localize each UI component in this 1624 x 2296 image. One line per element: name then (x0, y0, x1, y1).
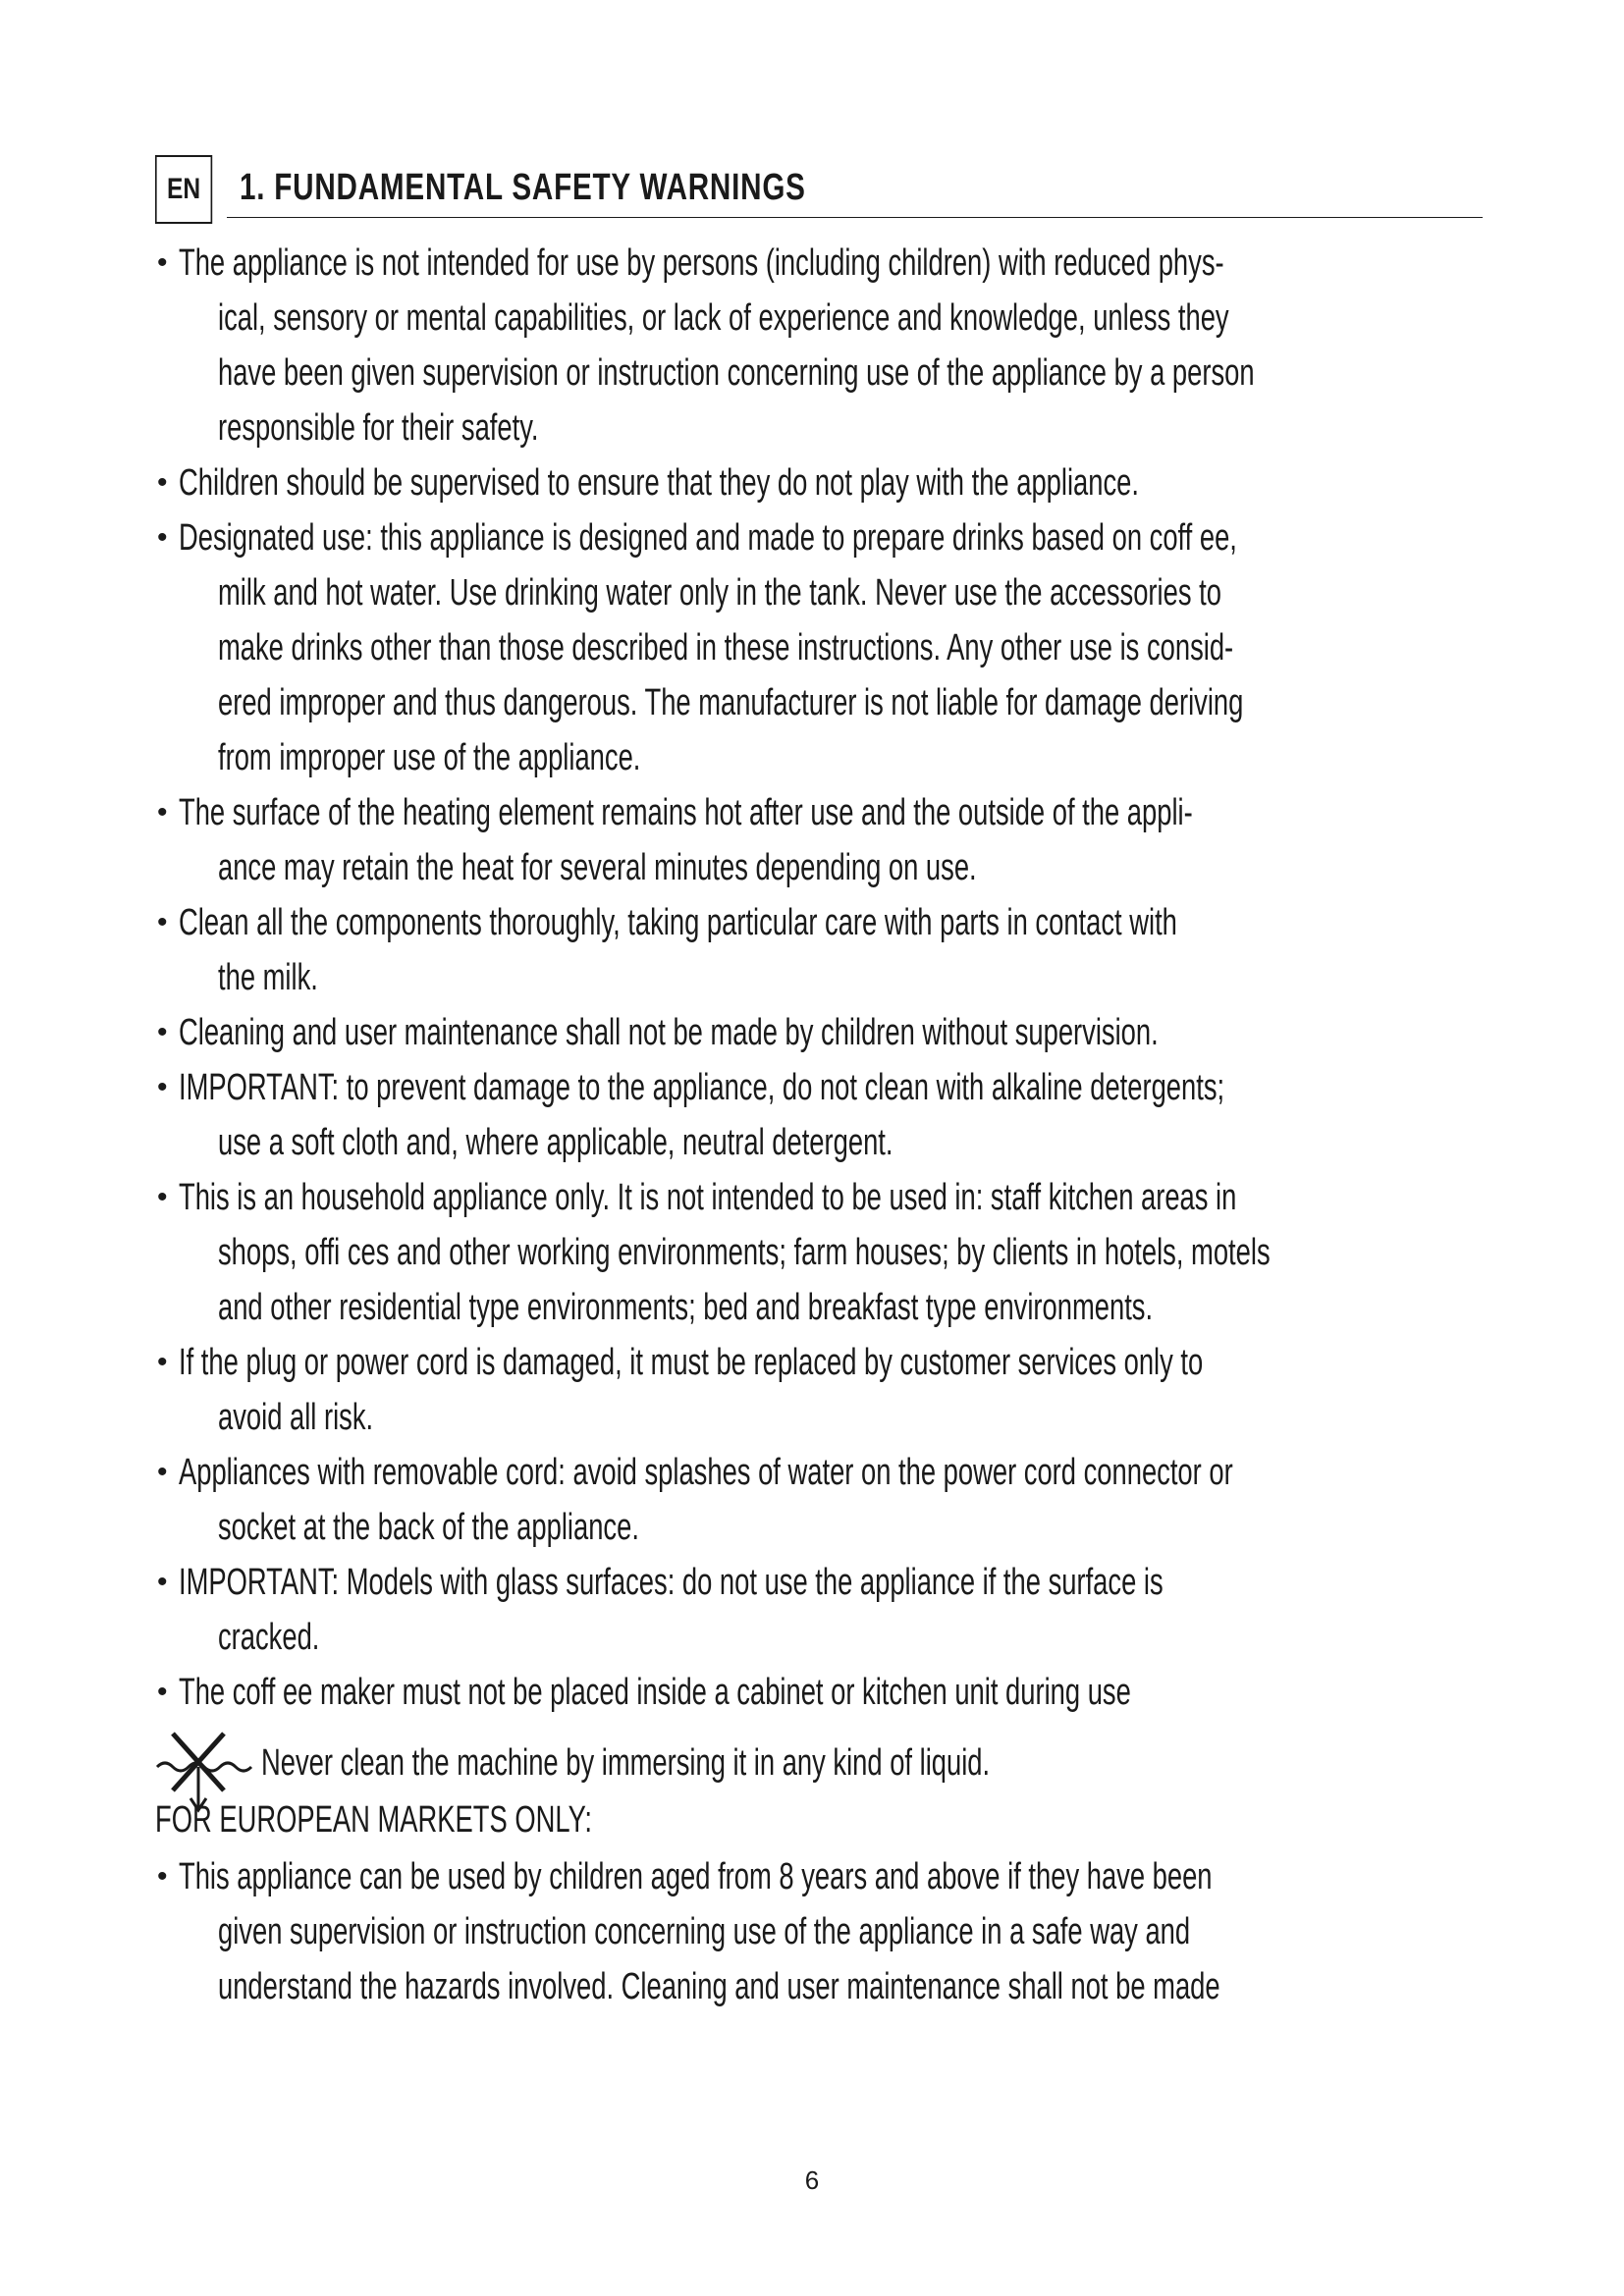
warning-item (155, 1060, 1530, 1170)
warning-line: Cleaning and user maintenance shall not be made by children without supervision. (179, 1012, 1159, 1053)
warning-line: make drinks other than those described in these instructions. Any other use is consid- (218, 627, 1234, 668)
bullet-icon: • (157, 521, 168, 554)
bullet-icon: • (157, 1860, 168, 1893)
warning-line: have been given supervision or instruction concerning use of the appliance by a person (218, 352, 1255, 394)
warning-line: the milk. (218, 957, 318, 998)
warning-line: given supervision or instruction concerning use of the appliance in a safe way and (218, 1911, 1191, 1952)
warning-item (155, 236, 1530, 455)
section-title: 1. FUNDAMENTAL SAFETY WARNINGS (240, 167, 806, 208)
bullet-icon: • (157, 1566, 168, 1598)
warning-item (155, 895, 1530, 1005)
european-markets-heading: FOR EUROPEAN MARKETS ONLY: (155, 1799, 592, 1841)
warning-line: The appliance is not intended for use by persons (including children) with reduced phys- (179, 242, 1224, 284)
warning-item (155, 1005, 1530, 1060)
warning-line: and other residential type environments; bed and breakfast type environments. (218, 1287, 1154, 1328)
page-number: 6 (804, 2165, 820, 2195)
section-header (155, 155, 1483, 230)
warning-line: Clean all the components thoroughly, taking particular care with parts in contact with (179, 902, 1177, 943)
warning-line: use a soft cloth and, where applicable, neutral detergent. (218, 1122, 893, 1163)
bullet-icon: • (157, 1676, 168, 1708)
language-badge (155, 155, 212, 224)
warning-item (155, 1555, 1530, 1665)
warning-item (155, 1335, 1530, 1445)
warning-line: This is an household appliance only. It is not intended to be used in: staff kitchen areas in (179, 1177, 1237, 1218)
warning-item (155, 1849, 1530, 2014)
warning-item (155, 1170, 1530, 1335)
bullet-icon: • (157, 246, 168, 279)
warning-item (155, 1445, 1530, 1555)
language-code: EN (167, 173, 201, 205)
bullet-icon: • (157, 796, 168, 828)
bullet-icon: • (157, 466, 168, 499)
bullet-icon: • (157, 1456, 168, 1488)
warning-line: socket at the back of the appliance. (218, 1507, 639, 1548)
warning-line: from improper use of the appliance. (218, 737, 641, 778)
warning-item (155, 455, 1530, 510)
warnings-list (155, 236, 1530, 1720)
warnings-content (155, 236, 1530, 2014)
warning-line: If the plug or power cord is damaged, it must be replaced by customer services only to (179, 1342, 1204, 1383)
title-underline (227, 217, 1483, 218)
warning-item (155, 785, 1530, 895)
bullet-icon: • (157, 1181, 168, 1213)
warning-line: cracked. (218, 1617, 320, 1658)
warning-line: milk and hot water. Use drinking water only in the tank. Never use the accessories to (218, 572, 1221, 614)
warning-item (155, 510, 1530, 785)
bullet-icon: • (157, 1346, 168, 1378)
bullet-icon: • (157, 906, 168, 938)
bullet-icon: • (157, 1071, 168, 1103)
warning-line: ered improper and thus dangerous. The manufacturer is not liable for damage deriving (218, 682, 1244, 723)
warning-line: ical, sensory or mental capabilities, or lack of experience and knowledge, unless they (218, 297, 1229, 339)
warning-line: The surface of the heating element remains hot after use and the outside of the appli- (179, 792, 1193, 833)
warning-line: Designated use: this appliance is designed and made to prepare drinks based on coff ee, (179, 517, 1237, 559)
warning-line: IMPORTANT: Models with glass surfaces: do not use the appliance if the surface is (179, 1562, 1164, 1603)
warning-line: avoid all risk. (218, 1397, 374, 1438)
warning-line: The coff ee maker must not be placed inside a cabinet or kitchen unit during use (179, 1672, 1131, 1713)
warning-line: This appliance can be used by children aged from 8 years and above if they have been (179, 1856, 1213, 1897)
warning-line: IMPORTANT: to prevent damage to the appliance, do not clean with alkaline detergents; (179, 1067, 1225, 1108)
warning-line: Appliances with removable cord: avoid splashes of water on the power cord connector or (179, 1452, 1233, 1493)
warning-line: understand the hazards involved. Cleaning and user maintenance shall not be made (218, 1966, 1220, 2007)
bullet-icon: • (157, 1016, 168, 1048)
european-markets-list (155, 1849, 1530, 2014)
warning-line: ance may retain the heat for several minutes depending on use. (218, 847, 977, 888)
warning-line: Children should be supervised to ensure that they do not play with the appliance. (179, 462, 1139, 504)
warning-line: responsible for their safety. (218, 407, 539, 449)
warning-line: shops, offi ces and other working environments; farm houses; by clients in hotels, motels (218, 1232, 1271, 1273)
warning-item (155, 1665, 1530, 1720)
immersion-warning (155, 1732, 1530, 1792)
immersion-warning-text: Never clean the machine by immersing it in any kind of liquid. (261, 1742, 991, 1784)
